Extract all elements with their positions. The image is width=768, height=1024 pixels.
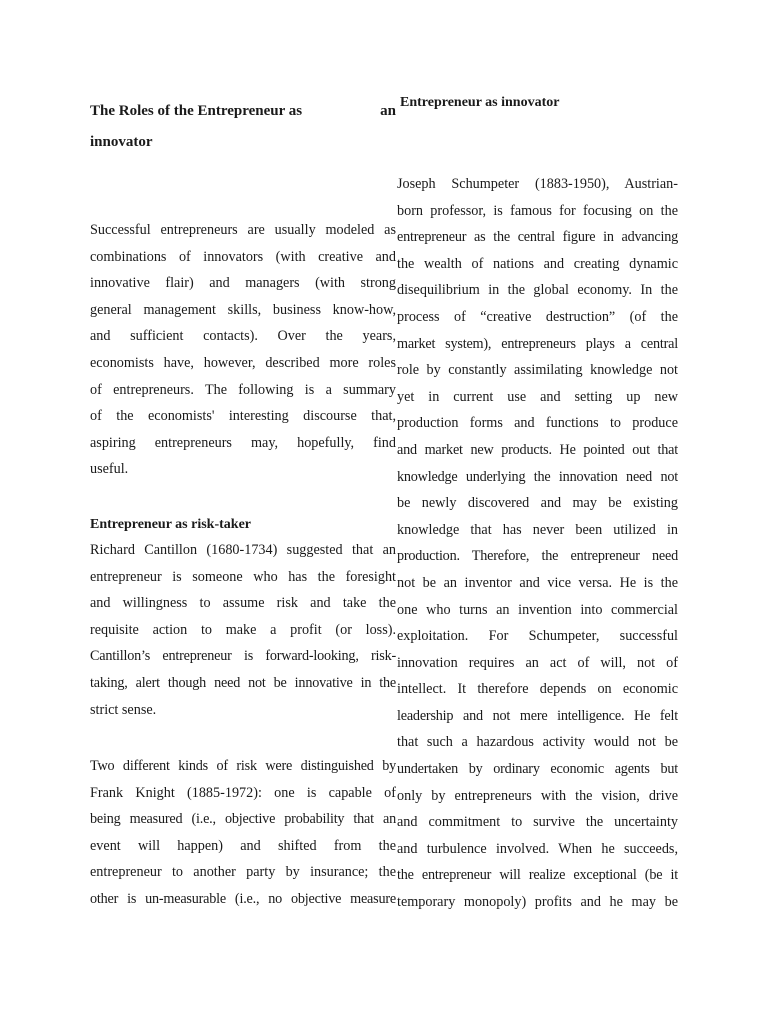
innovator-line: born professor, is famous for focusing on the [397, 202, 678, 219]
innovator-line: process of “creative destruction” (of the [397, 308, 678, 325]
innovator-line: knowledge that has never been utilized in [397, 521, 678, 538]
innovator-line: be newly discovered and may be existing [397, 495, 678, 512]
article-title-part-b: an [380, 103, 396, 119]
risk-taker-heading: Entrepreneur as risk-taker [90, 517, 251, 532]
risk-line: and willingness to assume risk and take the [90, 595, 396, 612]
innovator-line: production. Therefore, the entrepreneur need [397, 548, 678, 565]
risk-line: Richard Cantillon (1680-1734) suggested that an [90, 542, 396, 558]
innovator-line: and commitment to survive the uncertainty [397, 814, 678, 831]
risk-line: Cantillon’s entrepreneur is forward-looking, risk- [90, 648, 396, 665]
intro-line: general management skills, business know-how, [90, 301, 396, 318]
innovator-line: entrepreneur as the central figure in advancing [397, 229, 678, 246]
intro-line: of entrepreneurs. The following is a summary [90, 381, 396, 398]
intro-line: of the economists' interesting discourse that, [90, 408, 396, 425]
intro-paragraph [90, 217, 396, 483]
intro-line: useful. [90, 461, 129, 478]
innovator-line: that such a hazardous activity would not be [397, 734, 678, 751]
risk-line: taking, alert though need not be innovative in the [90, 674, 396, 691]
innovator-line: and market new products. He pointed out that [397, 441, 678, 458]
innovator-line: one who turns an invention into commercial [397, 601, 678, 618]
innovator-heading: Entrepreneur as innovator [400, 95, 560, 110]
innovator-paragraph [397, 171, 678, 916]
knight-line: other is un-measurable (i.e., no objective measure [90, 890, 396, 907]
risk-taker-paragraph [90, 537, 396, 723]
knight-paragraph [90, 753, 396, 913]
innovator-line: temporary monopoly) profits and he may be [397, 894, 678, 911]
innovator-line: intellect. It therefore depends on economic [397, 681, 678, 698]
intro-line: aspiring entrepreneurs may, hopefully, find [90, 434, 396, 451]
innovator-line: and turbulence involved. When he succeeds, [397, 840, 678, 857]
innovator-line: market system), entrepreneurs plays a central [397, 335, 678, 352]
innovator-line: Joseph Schumpeter (1883-1950), Austrian- [397, 176, 678, 192]
intro-line: and sufficient contacts). Over the years, [90, 328, 396, 345]
risk-line: requisite action to make a profit (or loss). [90, 621, 396, 638]
risk-line: entrepreneur is someone who has the foresight [90, 568, 396, 585]
innovator-line: yet in current use and setting up new [397, 388, 678, 405]
innovator-line: not be an inventor and vice versa. He is the [397, 574, 678, 591]
intro-line: economists have, however, described more roles [90, 354, 396, 371]
innovator-line: exploitation. For Schumpeter, successful [397, 628, 678, 645]
innovator-line: disequilibrium in the global economy. In the [397, 282, 678, 299]
innovator-line: undertaken by ordinary economic agents but [397, 761, 678, 778]
knight-line: being measured (i.e., objective probability that an [90, 811, 396, 828]
innovator-line: the entrepreneur will realize exceptional (be it [397, 867, 678, 884]
innovator-line: production forms and functions to produce [397, 415, 678, 432]
article-title-line2: innovator [90, 134, 153, 150]
innovator-line: leadership and not mere intelligence. He felt [397, 707, 678, 724]
article-title-line1 [90, 94, 396, 128]
innovator-line: only by entrepreneurs with the vision, drive [397, 787, 678, 804]
knight-line: event will happen) and shifted from the [90, 837, 396, 854]
intro-line: innovative flair) and managers (with strong [90, 275, 396, 292]
innovator-line: role by constantly assimilating knowledge not [397, 362, 678, 379]
innovator-line: the wealth of nations and creating dynamic [397, 255, 678, 272]
knight-line: entrepreneur to another party by insurance; the [90, 864, 396, 881]
innovator-line: knowledge underlying the innovation need not [397, 468, 678, 485]
intro-line: Successful entrepreneurs are usually modeled as [90, 222, 396, 238]
knight-line: Two different kinds of risk were distinguished by [90, 758, 396, 774]
article-title-part-a: The Roles of the Entrepreneur as [90, 103, 303, 119]
innovator-line: innovation requires an act of will, not of [397, 654, 678, 671]
intro-line: combinations of innovators (with creative and [90, 248, 396, 265]
risk-line: strict sense. [90, 701, 157, 718]
knight-line: Frank Knight (1885-1972): one is capable of [90, 784, 396, 801]
